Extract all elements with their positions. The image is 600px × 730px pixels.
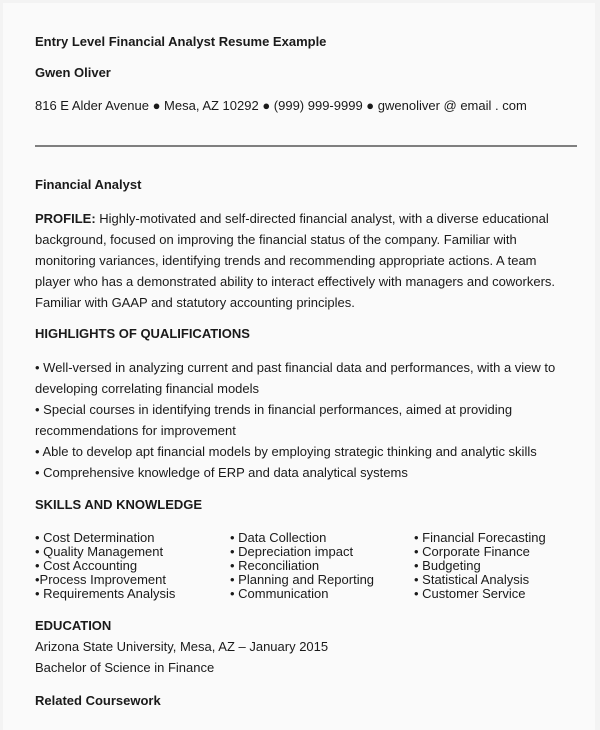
skill-item: • Reconciliation <box>230 558 320 573</box>
highlight-item: • Special courses in identifying trends in financial performances, aimed at providing recommendations for improvement <box>35 402 513 438</box>
skill-item: • Financial Forecasting <box>414 530 546 545</box>
profile-section <box>35 208 570 313</box>
skill-item: • Quality Management <box>35 544 164 559</box>
skill-item: • Statistical Analysis <box>414 572 530 587</box>
highlights-heading: HIGHLIGHTS OF QUALIFICATIONS <box>35 326 250 341</box>
highlights-list <box>35 357 575 483</box>
skill-item: • Corporate Finance <box>414 544 530 559</box>
skills-heading: SKILLS AND KNOWLEDGE <box>35 497 203 512</box>
highlight-item: • Well-versed in analyzing current and past financial data and performances, with a view to developing correlating financial models <box>35 360 556 396</box>
skill-item: • Cost Determination <box>35 530 155 545</box>
skills-column-2 <box>230 531 374 601</box>
skill-item: • Planning and Reporting <box>230 572 375 587</box>
highlight-item: • Able to develop apt financial models by employing strategic thinking and analytic skills <box>35 444 537 459</box>
contact-line: 816 E Alder Avenue ● Mesa, AZ 10292 ● (999) 999-9999 ● gwenoliver @ email . com <box>35 98 527 113</box>
skill-item: •Process Improvement <box>35 572 166 587</box>
highlight-item: • Comprehensive knowledge of ERP and data analytical systems <box>35 465 408 480</box>
resume-page <box>3 3 595 730</box>
horizontal-divider <box>35 145 577 147</box>
coursework-heading: Related Coursework <box>35 693 161 708</box>
skill-item: • Communication <box>230 586 329 601</box>
education-degree: Bachelor of Science in Finance <box>35 660 215 675</box>
skill-item: • Budgeting <box>414 558 481 573</box>
skills-column-3 <box>414 531 546 601</box>
education-heading: EDUCATION <box>35 618 112 633</box>
skill-item: • Data Collection <box>230 530 327 545</box>
skill-item: • Customer Service <box>414 586 526 601</box>
candidate-name: Gwen Oliver <box>35 65 111 80</box>
skill-item: • Depreciation impact <box>230 544 354 559</box>
education-school: Arizona State University, Mesa, AZ – January 2015 <box>35 639 329 654</box>
skills-column-1 <box>35 531 175 601</box>
document-title: Entry Level Financial Analyst Resume Example <box>35 34 327 49</box>
profile-label: PROFILE: <box>35 211 96 226</box>
profile-text: Highly-motivated and self-directed financial analyst, with a diverse educational background, focused on improving the financial status of the company. Familiar with monitoring variances, identifying trends and recommending appropriate actions. A team player who has a demonstrated ability to interact effectively with managers and coworkers. Familiar with GAAP and statutory accounting principles. <box>35 211 556 310</box>
skill-item: • Requirements Analysis <box>35 586 176 601</box>
skill-item: • Cost Accounting <box>35 558 138 573</box>
job-title: Financial Analyst <box>35 177 142 192</box>
